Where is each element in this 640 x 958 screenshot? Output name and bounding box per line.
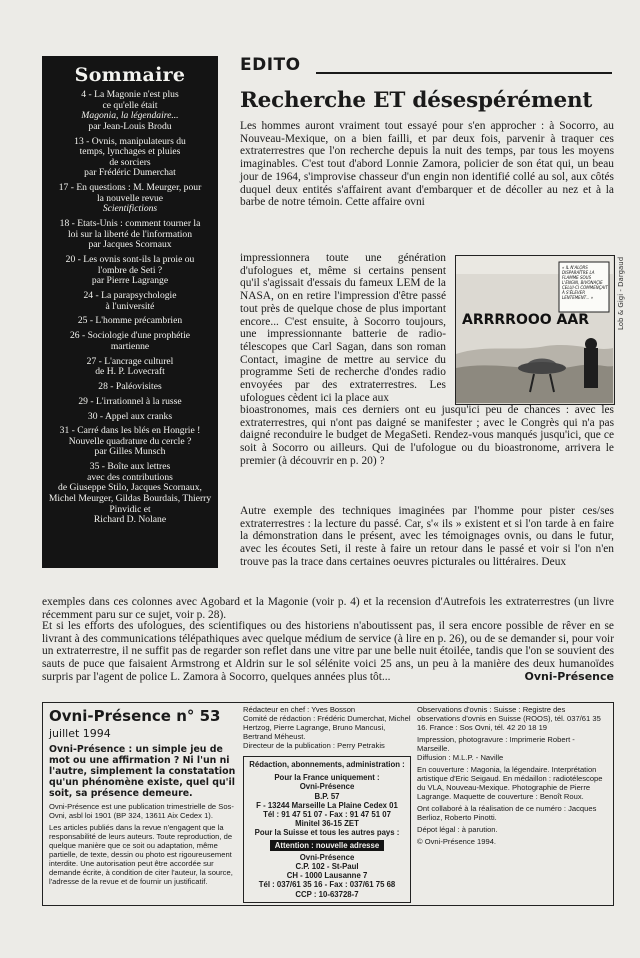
sommaire-item-line: 20 - Les ovnis sont-ils la proie ou — [65, 254, 195, 266]
sommaire-item-line: 29 - L'irrationnel à la russe — [78, 395, 182, 407]
edito-paragraph-5: exemples dans ces colonnes avec Agobard et la Magonie (voir p. 4) et la recension d'Autrefois les extraterrestres (un livre récemment paru sur ce sujet, voir p. 28). — [42, 596, 614, 621]
france-bp: B.P. 57 — [314, 791, 340, 801]
sommaire-item-line: de sorciers — [109, 156, 151, 168]
sommaire-item — [48, 462, 212, 526]
sommaire-item-line: de H. P. Lovecraft — [95, 366, 165, 378]
sommaire-item — [48, 219, 212, 251]
new-address-badge: Attention : nouvelle adresse — [270, 840, 384, 851]
sommaire-item-line: 13 - Ovnis, manipulateurs du — [74, 135, 186, 147]
sommaire-item-line: par Jacques Scornaux — [88, 239, 172, 251]
switzerland-cp: C.P. 102 - St-Paul — [295, 862, 359, 872]
edito-paragraph-2: impressionnera toute une génération d'ufologues et, même si certains pensent qu'il s'agissait d'essais du fameux LEM de la NASA, on en retire l'impression d'être passé tout près de quelque chose de plus important encore... C'est ensuite, à Socorro toujours, une impressionnante batterie de radio-télescopes que Carl Sagan, dans son roman Contact, imagine de mettre au service du programme Seti de recherche d'ondes radio envoyées par des extraterrestres. Les ufologues cèdent ici la place aux — [240, 252, 446, 404]
france-only-label: Pour la France uniquement : — [274, 773, 380, 783]
sommaire-item-line: par Pierre Lagrange — [91, 275, 169, 287]
sommaire-item-line: par Frédéric Dumerchat — [84, 167, 176, 179]
france-name: Ovni-Présence — [299, 782, 355, 792]
sommaire-item-line: 27 - L'ancrage culturel — [86, 355, 174, 367]
publication-disclaimer: Les articles publiés dans la revue n'engagent que la responsabilité de leurs auteurs. Toute reproduction, de quelque manière que ce soit ou adaptation, même partielle, de texte, dessin ou photo est rigoureusement interdite. Une autorisation peut être accordée sur demande écrite, à condition de citer l'auteur, la source, l'adresse de la revue et de fournir un justificatif. — [49, 823, 233, 886]
sommaire-item — [48, 331, 212, 352]
edito-paragraph-1: Les hommes auront vraiment tout essayé pour s'en approcher : à Socorro, au Nouveau-Mexique, on a bien failli, et par deux fois, parvenir à traquer ces extraterrestres que l'on recherche depuis la nuit des temps, par tous les moyens imaginables. C'est tout d'abord Lonnie Zamora, policier de son état qui, un beau jour de 1964, s'improvise chasseur d'un engin non identifié collé au sol, aux côtés duquel deux entités s'affairent avant d'embarquer et de décoller au nez et à la barbe de notre témoin. Cette affaire ovni — [240, 120, 614, 209]
issue-lead: Ovni-Présence : un simple jeu de mot ou une affirmation ? Ni l'un ni l'autre, simplement la constatation qu'un phénomène existe, quel qu'il soit, sa présence demeure. — [49, 744, 236, 799]
switzerland-name: Ovni-Présence — [299, 852, 355, 862]
switzerland-ccp: CCP : 10-63728-7 — [295, 889, 359, 899]
edito-signature: Ovni-Présence — [524, 669, 614, 683]
sommaire-title: Sommaire — [74, 64, 186, 86]
sommaire-item-line: Magonia, la légendaire... — [81, 110, 179, 122]
masthead-column-3 — [417, 705, 607, 849]
sommaire-item-line: 35 - Boîte aux lettres — [89, 461, 171, 473]
sommaire-item — [48, 382, 212, 393]
sommaire-item — [48, 357, 212, 378]
printing-info: Impression, photogravure : Imprimerie Robert - Marseille. — [417, 735, 575, 753]
sommaire-item-line: 25 - L'homme précambrien — [77, 315, 183, 327]
contributors-info: Ont collaboré à la réalisation de ce numéro : Jacques Berlioz, Roberto Pinotti. — [417, 804, 597, 822]
masthead-box — [42, 702, 614, 906]
sommaire-item-line: 4 - La Magonie n'est plus — [81, 89, 179, 100]
editorial-committee: Comité de rédaction : Frédéric Dumerchat, Michel Hertzog, Pierre Lagrange, Bruno Mancusi, Bertrand Méheust. — [243, 714, 411, 741]
sommaire-item-line: 24 - La parapsychologie — [83, 290, 177, 302]
sommaire-item — [48, 137, 212, 179]
france-phone: Tél : 91 47 51 07 - Fax : 91 47 51 07 — [263, 810, 391, 820]
publication-about: Ovni-Présence est une publication trimestrielle de Sos-Ovni, asbl loi 1901 (BP 324, 13611 Aix Cedex 1). — [49, 802, 234, 820]
sommaire-item-line: avec des contributions — [87, 471, 173, 483]
edito-rule — [316, 72, 612, 74]
sommaire-item-line: 26 - Sociologie d'une prophétie — [69, 330, 191, 342]
sommaire-item-line: ce qu'elle était — [102, 99, 158, 111]
sommaire-item-line: loi sur la liberté de l'information — [67, 228, 193, 240]
sommaire-item-line: par Gilles Munsch — [94, 446, 166, 458]
sommaire-item-line: Richard D. Nolane — [93, 514, 167, 526]
sommaire-item-line: 30 - Appel aux cranks — [87, 410, 173, 422]
sommaire-item-line: Scientifictions — [102, 203, 158, 215]
publication-director: Directeur de la publication : Perry Petrakis — [243, 741, 385, 750]
sommaire-item — [48, 90, 212, 132]
sommaire-item-line: l'ombre de Seti ? — [97, 264, 163, 276]
sommaire-item-line: 31 - Carré dans les blés en Hongrie ! — [59, 425, 201, 437]
sommaire-item-line: la nouvelle revue — [96, 192, 164, 204]
sommaire-item-line: par Jean-Louis Brodu — [88, 120, 172, 132]
comic-sound-text: ARRRROOO AAR — [462, 312, 589, 328]
sommaire-item-line: 18 - Etats-Unis : comment tourner la — [59, 218, 201, 230]
sommaire-item-line: 28 - Paléovisites — [98, 380, 162, 392]
sommaire-item — [48, 426, 212, 458]
sommaire-item — [48, 183, 212, 215]
comic-illustration — [455, 255, 615, 405]
edito-paragraph-4: Autre exemple des techniques imaginées par l'homme pour pister ces/ses extraterrestres : la lecture du passé. Car, s'« ils » existent et si l'on tarde à en faire la démonstration dans le présent, avec les témoignages ovnis, ou dans le futur, avec les écoutes Seti, il reste à faire un retour dans le passé et voir si l'on n'en trouve pas la trace dans certaines oeuvres picturales ou littéraires. Deux — [240, 505, 614, 568]
sommaire-item — [48, 316, 212, 327]
sommaire-item — [48, 291, 212, 312]
sommaire-item — [48, 412, 212, 423]
switzerland-phone: Tél : 037/61 35 16 - Fax : 037/61 75 68 — [258, 880, 396, 890]
observations-info: Observations d'ovnis : Suisse : Registre des observations d'ovnis en Suisse (ROOS), tél. 037/61 35 16. France : Sos Ovni, tél. 42 20 18 19 — [417, 705, 601, 732]
masthead-column-1 — [49, 707, 237, 889]
address-box-title: Rédaction, abonnements, administration : — [249, 760, 405, 769]
issue-title: Ovni-Présence n° 53 — [49, 707, 221, 725]
cover-info: En couverture : Magonia, la légendaire. Interprétation artistique d'Eric Seigaud. En médaillon : radiotélescope du VLA, Nouveau-Mexique. Photographie de Pierre Lagrange. Maquette de couverture : Benoît Roux. — [417, 765, 603, 801]
issue-date: juillet 1994 — [49, 727, 111, 740]
masthead-column-2 — [243, 705, 411, 903]
edito-paragraph-6-text: Et si les efforts des ufologues, des scientifiques ou des historiens n'aboutissent pas, il sera encore possible de rêver en se livrant à des communications télépathiques avec quelque médium de service (à lire en p. 26), ou de se demander si, pour voir un extraterrestre, il ne suffit pas de regarder son reflet dans une vitre par une belle nuit étoilée, tandis que l'on se souvient des sauts de puce que faisaient Armstrong et Aldrin sur le sol sélénite voici 25 ans, un peu à la manière des deux humanoïdes surpris par l'agent de police L. Zamora à Socorro, quelques années plus tôt... — [42, 620, 614, 683]
edito-title: Recherche ET désespérément — [240, 88, 593, 113]
sommaire-item — [48, 255, 212, 287]
switzerland-address: CH - 1000 Lausanne 7 — [286, 871, 368, 881]
editor-in-chief: Rédacteur en chef : Yves Bosson — [243, 705, 356, 714]
sommaire-item-line: temps, lynchages et pluies — [79, 146, 181, 158]
edito-label: EDITO — [240, 55, 301, 75]
sommaire-item-line: martienne — [110, 340, 150, 352]
distribution-info: Diffusion : M.L.P. - Naville — [417, 753, 504, 762]
switzerland-label: Pour la Suisse et tous les autres pays : — [254, 828, 400, 838]
edito-paragraph-6 — [42, 620, 614, 684]
france-minitel: Minitel 36-15 ZET — [295, 819, 359, 829]
edito-header — [240, 55, 612, 77]
france-address: F - 13244 Marseille La Plaine Cedex 01 — [256, 800, 398, 810]
comic-speech-bubble: « IL N'ALORS DISPARAÎTRE LA FLAMME SOUS L'ENGIN, BIVONAÇIE CELUI-CI COMMENÇAIT À S'ÉLEVER LENTEMENT... » — [562, 265, 608, 300]
sommaire-item-line: 17 - En questions : M. Meurger, pour — [58, 182, 202, 194]
edito-paragraph-3: bioastronomes, mais ces derniers ont eu jusqu'ici peu de chances : avec les extraterrestres, qui n'ont pas daigné se manifester ; avec le Congrès qui n'a pas daigné reconduire le budget de MegaSeti. Rendez-vous manqués jusqu'ici, que ce soit à Socorro ou ailleurs. Qui de l'ufologue ou du bioastronome, arrivera le premier (à découvrir en p. 20) ? — [240, 404, 614, 467]
sommaire-list — [48, 90, 212, 526]
sommaire-item-line: à l'université — [105, 300, 155, 312]
comic-credit: Lob & Gigi - Dargaud — [617, 256, 625, 330]
legal-deposit: Dépot légal : à parution. — [417, 825, 498, 834]
copyright: © Ovni-Présence 1994. — [417, 837, 497, 846]
sommaire-item-line: de Giuseppe Stilo, Jacques Scornaux, Michel Meurger, Gildas Bourdais, Thierry Pinvidic et — [48, 482, 212, 515]
sommaire-item — [48, 397, 212, 408]
address-box — [243, 756, 411, 903]
sommaire-box — [42, 56, 218, 568]
sommaire-item-line: Nouvelle quadrature du cercle ? — [68, 435, 192, 447]
